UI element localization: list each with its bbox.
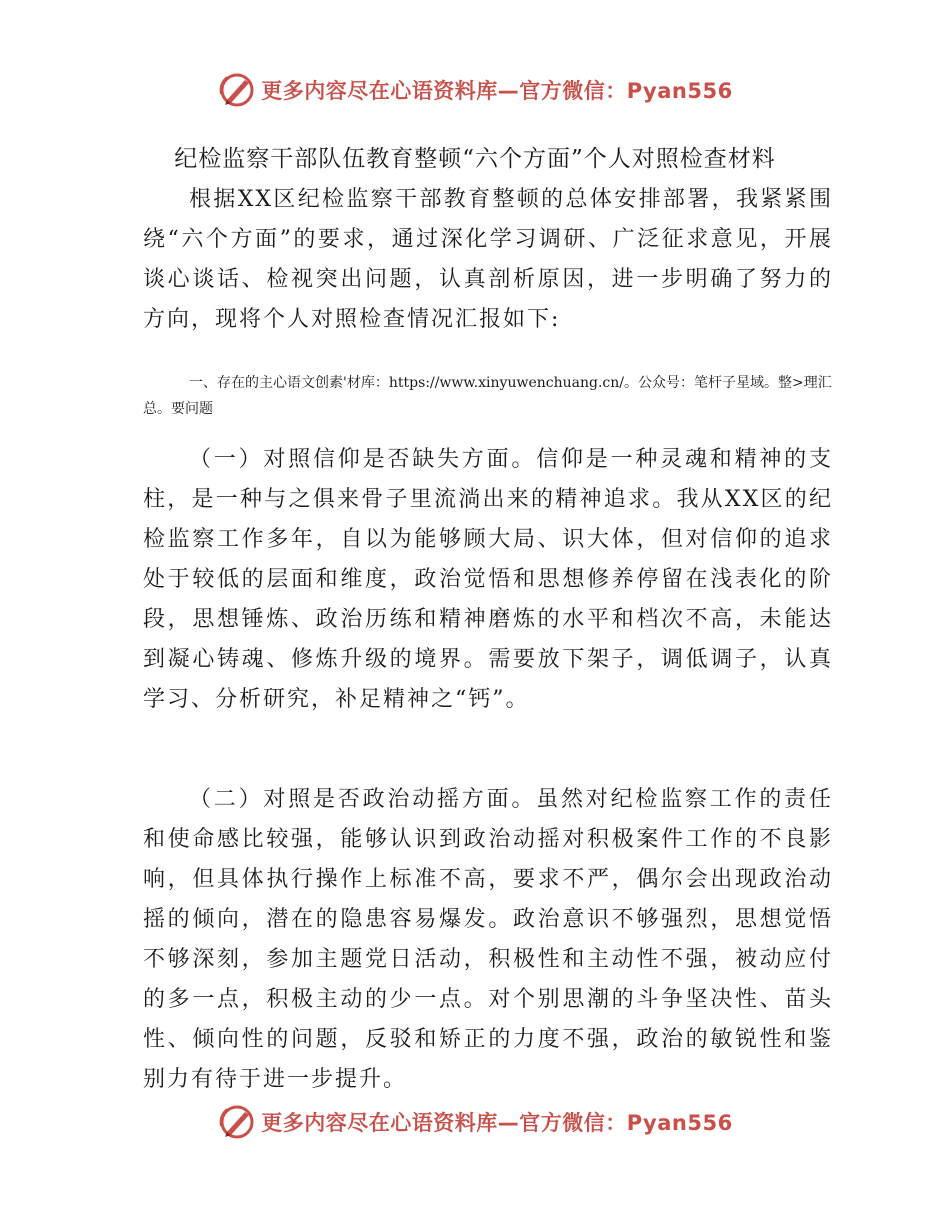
pen-in-circle-icon xyxy=(217,1102,257,1142)
banner-text: 更多内容尽在心语资料库—官方微信：Pyan556 xyxy=(261,1111,733,1135)
section-heading: 一、存在的主心语文创素'材库：https://www.xinyuwenchuang.cn/。公众号：笔杆子星域。整>理汇总。要问题 xyxy=(143,375,832,417)
header-banner xyxy=(0,68,950,112)
banner-text: 更多内容尽在心语资料库—官方微信：Pyan556 xyxy=(261,79,733,103)
footer-banner xyxy=(0,1100,950,1144)
paragraph-faith: （一）对照信仰是否缺失方面。信仰是一种灵魂和精神的支柱，是一种与之俱来骨子里流淌出来的精神追求。我从XX区的纪检监察工作多年，自以为能够顾大局、识大体，但对信仰的追求处于较低的层面和维度，政治觉悟和思想修养停留在浅表化的阶段，思想锤炼、政治历练和精神磨炼的水平和档次不高，未能达到凝心铸魂、修炼升级的境界。需要放下架子，调低调子，认真学习、分析研究，补足精神之“钙”。 xyxy=(143,447,833,712)
pen-in-circle-icon xyxy=(217,70,257,110)
document-title: 纪检监察干部队伍教育整顿“六个方面”个人对照检查材料 xyxy=(174,146,776,172)
paragraph-political: （二）对照是否政治动摇方面。虽然对纪检监察工作的责任和使命感比较强，能够认识到政治动摇对积极案件工作的不良影响，但具体执行操作上标准不高，要求不严，偶尔会出现政治动摇的倾向，潜在的隐患容易爆发。政治意识不够强烈，思想觉悟不够深刻，参加主题党日活动，积极性和主动性不强，被动应付的多一点，积极主动的少一点。对个别思潮的斗争坚决性、苗头性、倾向性的问题，反驳和矫正的力度不强，政治的敏锐性和鉴别力有待于进一步提升。 xyxy=(143,787,833,1092)
intro-paragraph: 根据XX区纪检监察干部教育整顿的总体安排部署，我紧紧围绕“六个方面”的要求，通过深化学习调研、广泛征求意见，开展谈心谈话、检视突出问题，认真剖析原因，进一步明确了努力的方向，现将个人对照检查情况汇报如下: xyxy=(143,187,833,332)
